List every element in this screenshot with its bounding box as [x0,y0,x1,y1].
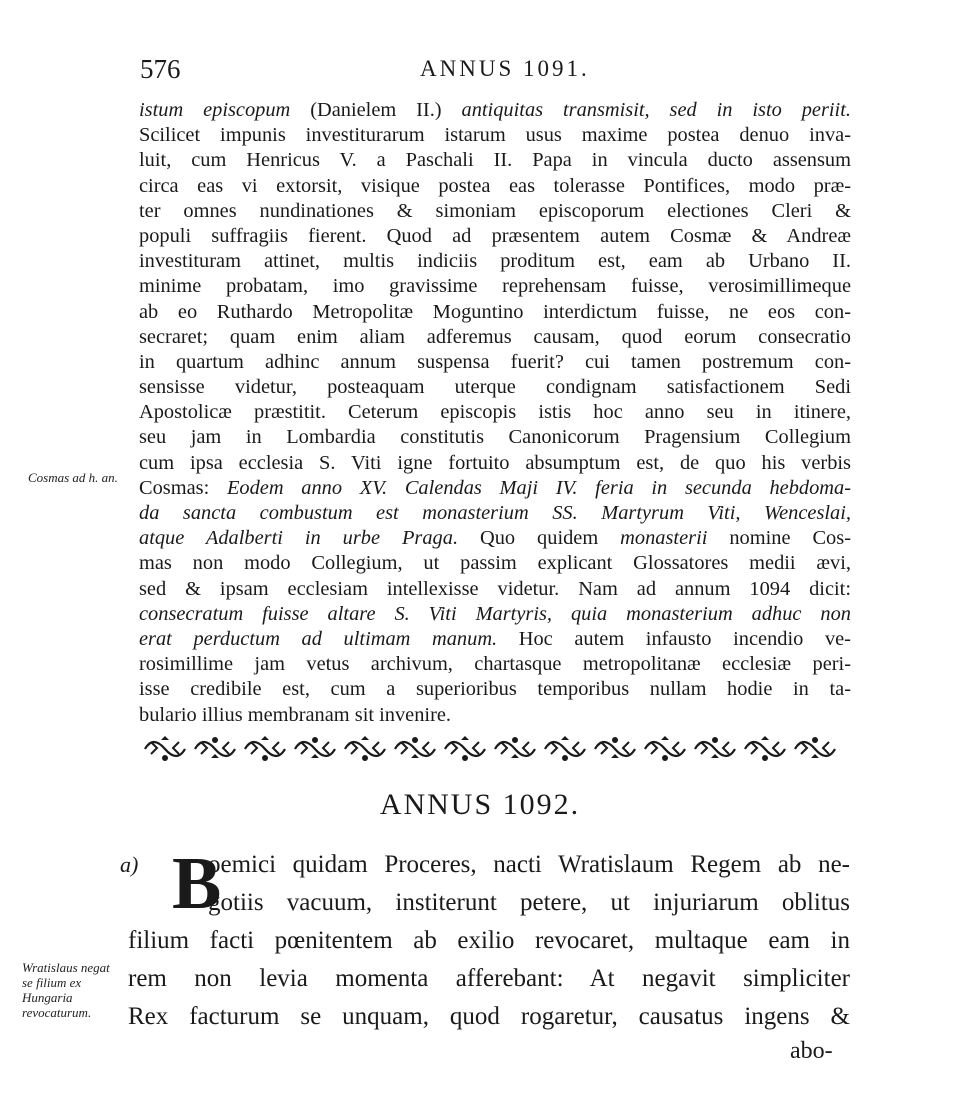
body-line: cum ipsa ecclesia S. Viti igne fortuito absumptum est, de quo his verbis [139,451,851,474]
body-line: luit, cum Henricus V. a Paschali II. Papa in vincula ducto assensum [139,149,851,172]
body-text [139,98,851,728]
catchword: abo- [790,1038,833,1064]
body-line: da sancta combustum est monasterium SS. Martyrum Viti, Wenceslai, [139,502,851,524]
body-line: sensisse videtur, posteaquam uterque condignam satisfactionem Sedi [139,376,851,399]
body-line: istum episcopum (Danielem II.) antiquitas transmisit, sed in isto periit. [139,99,851,121]
body-line: erat perductum ad ultimam manum. Hoc autem infausto incendio ve- [139,627,851,650]
fleuron-icon [295,737,335,758]
section-line-4: rem non levia momenta afferebant: At negavit simpliciter [128,965,850,992]
fleuron-icon [195,737,235,758]
body-line: circa eas vi extorsit, visique postea eas tolerasse Pontifices, modo præ- [139,174,851,197]
body-line: mas non modo Collegium, ut passim explicant Glossatores medii ævi, [139,552,851,575]
body-line: sed & ipsam ecclesiam intellexisse videtur. Nam ad annum 1094 dicit: [139,577,851,600]
fleuron-icon [795,737,835,758]
section-line-1: oemici quidam Proceres, nacti Wratislaum Regem ab ne- [208,851,850,878]
body-line: consecratum fuisse altare S. Viti Martyris, quia monasterium adhuc non [139,602,851,625]
section-line-3: filium facti pœnitentem ab exilio revocaret, multaque eam in [128,927,850,954]
body-line: atque Adalberti in urbe Praga. Quo quidem monasterii nomine Cos- [139,527,851,550]
body-line: minime probatam, imo gravissime reprehensam fuisse, verosimillimeque [139,275,851,298]
body-line: investituram attinet, multis indiciis proditum est, eam ab Urbano II. [139,250,851,273]
fleuron-icon [495,737,535,758]
fleuron-icon [595,737,635,758]
body-line: isse credibile est, cum a superioribus temporibus nullam hodie in ta- [139,678,851,701]
fleuron-icon [345,736,385,761]
fleuron-icon [545,736,585,761]
body-line: Cosmas: Eodem anno XV. Calendas Maji IV. feria in secunda hebdoma- [139,476,851,499]
margin-note-cosmas: Cosmas ad h. an. [28,470,118,485]
body-line: populi suffragiis fierent. Quod ad præsentem autem Cosmæ & Andreæ [139,224,851,247]
body-line: secraret; quam enim aliam adferemus causam, quod eorum consecratio [139,325,851,348]
body-line: seu jam in Lombardia constitutis Canonicorum Pragensium Collegium [139,426,851,449]
fleuron-icon [395,737,435,758]
section-line-5: Rex facturum se unquam, quod rogaretur, causatus ingens & [128,1003,850,1030]
page-header [0,54,960,94]
section-title: ANNUS 1092. [379,788,581,821]
fleuron-icon [245,736,285,761]
note-marker: a) [120,852,139,877]
margin-note-wratislaus: Wratislaus negat se filium ex Hungaria revocaturum. [22,960,110,1020]
body-line: ab eo Ruthardo Metropolitæ Moguntino interdictum fuisse, ne eos con- [139,300,851,323]
ornament-row [145,736,835,761]
body-line: ter omnes nundinationes & simoniam episcoporum electiones Cleri & [139,199,851,222]
section-line-2: gotiis vacuum, institerunt petere, ut injuriarum oblitus [208,889,850,916]
body-line: in quartum adhinc annum suspensa fuerit? cui tamen postremum con- [139,350,851,373]
fleuron-icon [145,736,185,761]
page-number: 576 [140,54,181,84]
body-line: rosimillime jam vetus archivum, chartasque metropolitanæ ecclesiæ peri- [139,653,851,676]
ornament-divider [140,732,848,766]
fleuron-icon [445,736,485,761]
fleuron-icon [645,736,685,761]
body-line: bulario illius membranam sit invenire. [139,703,452,726]
running-head: ANNUS 1091. [420,56,590,81]
fleuron-icon [745,736,785,761]
body-line: Scilicet impunis investiturarum istarum usus maxime postea denuo inva- [139,124,851,147]
body-line: Apostolicæ præstitit. Ceterum episcopis istis hoc anno seu in itinere, [139,401,851,424]
fleuron-icon [695,737,735,758]
drop-cap: B [172,843,222,925]
